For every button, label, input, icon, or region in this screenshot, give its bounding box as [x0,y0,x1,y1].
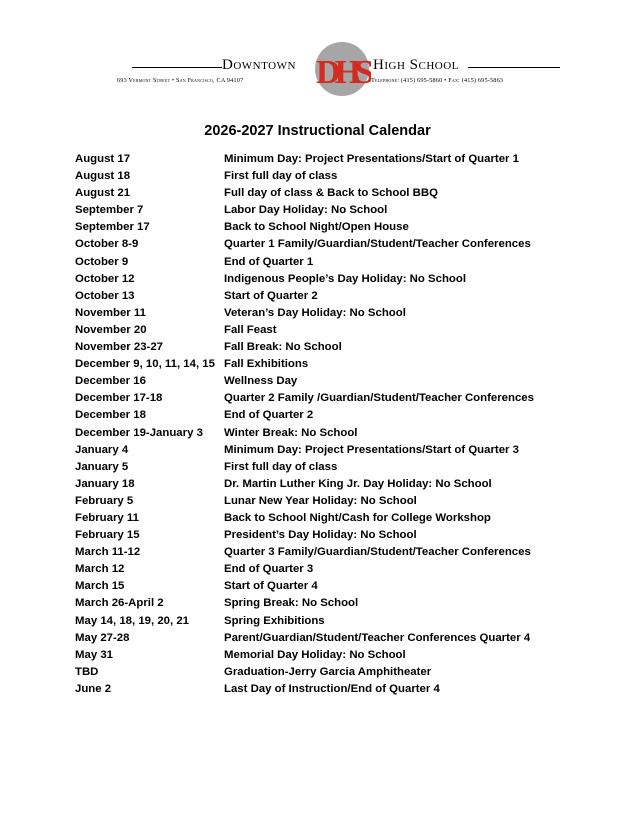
event-date: August 17 [75,153,131,165]
calendar-event-row [75,392,595,409]
calendar-event-row [75,512,595,529]
event-description: Fall Break: No School [224,341,342,354]
school-logo [313,38,371,96]
calendar-event-row [75,529,595,546]
calendar-event-row [75,597,595,614]
calendar-event-list [75,153,595,700]
letterhead-rule-left [132,67,222,68]
calendar-event-row [75,170,595,187]
event-date: November 11 [75,306,146,319]
event-date: May 27-28 [75,631,130,644]
school-contact: Telephone: (415) 695-5860 • Fax: (415) 695-5863 [371,77,504,84]
calendar-event-row [75,546,595,563]
event-description: Graduation-Jerry Garcia Amphitheater [224,665,432,678]
school-name-right: High School [373,57,459,73]
calendar-event-row [75,409,595,426]
event-description: Memorial Day Holiday: No School [224,648,406,661]
event-description: Dr. Martin Luther King Jr. Day Holiday: No School [224,477,492,490]
calendar-event-row [75,221,595,238]
event-date: May 31 [75,648,113,661]
event-description: Fall Feast [224,323,277,336]
event-date: October 13 [75,289,135,302]
event-description: Start of Quarter 2 [224,289,318,302]
event-date: August 18 [75,170,131,183]
event-date: May 14, 18, 19, 20, 21 [75,614,189,627]
event-date: March 12 [75,563,125,576]
calendar-event-row [75,461,595,478]
event-date: March 15 [75,580,125,593]
event-date: November 20 [75,323,147,336]
event-description: Indigenous People’s Day Holiday: No School [224,272,466,285]
calendar-event-row [75,649,595,666]
event-date: March 26-April 2 [75,597,164,610]
event-date: January 18 [75,477,135,490]
event-description: Minimum Day: Project Presentations/Start of Quarter 1 [224,153,519,165]
calendar-event-row [75,358,595,375]
calendar-event-row [75,273,595,290]
event-description: Labor Day Holiday: No School [224,204,388,217]
event-description: Spring Break: No School [224,597,359,610]
event-description: Minimum Day: Project Presentations/Start of Quarter 3 [224,443,519,456]
event-date: October 8-9 [75,238,139,251]
calendar-event-row [75,187,595,204]
event-description: End of Quarter 3 [224,563,314,576]
event-date: January 4 [75,443,129,456]
calendar-event-row [75,683,595,700]
event-description: First full day of class [224,170,338,183]
event-date: August 21 [75,187,131,200]
event-date: October 12 [75,272,135,285]
event-date: TBD [75,665,99,678]
calendar-event-row [75,615,595,632]
event-date: December 17-18 [75,392,163,405]
event-description: Last Day of Instruction/End of Quarter 4 [224,682,440,695]
calendar-event-row [75,204,595,221]
calendar-event-row [75,341,595,358]
event-description: President’s Day Holiday: No School [224,529,417,542]
event-date: March 11-12 [75,546,141,559]
calendar-event-row [75,238,595,255]
event-date: January 5 [75,460,129,473]
event-date: November 23-27 [75,341,164,354]
calendar-event-row [75,632,595,649]
calendar-event-row [75,153,595,170]
event-date: June 2 [75,682,112,695]
calendar-event-row [75,444,595,461]
letterhead-rule-right [468,67,560,68]
event-description: First full day of class [224,460,338,473]
event-date: February 11 [75,511,139,524]
calendar-event-row [75,290,595,307]
calendar-event-row [75,375,595,392]
page-title: 2026-2027 Instructional Calendar [204,123,431,139]
event-description: Back to School Night/Cash for College Workshop [224,511,491,524]
calendar-event-row [75,307,595,324]
event-description: Wellness Day [224,375,298,388]
event-description: Winter Break: No School [224,426,358,439]
event-description: Start of Quarter 4 [224,580,318,593]
calendar-event-row [75,495,595,512]
event-date: December 9, 10, 11, 14, 15 [75,358,215,371]
letterhead [0,38,635,102]
event-description: Lunar New Year Holiday: No School [224,494,417,507]
event-description: Quarter 2 Family /Guardian/Student/Teacher Conferences [224,392,534,405]
event-description: End of Quarter 1 [224,255,314,268]
school-address: 693 Vermont Street • San Francisco, CA 94107 [117,77,244,84]
event-description: Back to School Night/Open House [224,221,409,234]
event-date: December 16 [75,375,146,388]
event-date: December 19-January 3 [75,426,203,439]
event-date: February 5 [75,494,134,507]
event-date: September 7 [75,204,144,217]
calendar-event-row [75,666,595,683]
event-date: October 9 [75,255,129,268]
calendar-event-row [75,427,595,444]
calendar-event-row [75,580,595,597]
event-description: Quarter 3 Family/Guardian/Student/Teacher Conferences [224,546,531,559]
calendar-event-row [75,324,595,341]
event-description: Fall Exhibitions [224,358,309,371]
calendar-event-row [75,478,595,495]
event-date: December 18 [75,409,146,422]
event-date: February 15 [75,529,140,542]
calendar-event-row [75,563,595,580]
event-description: Quarter 1 Family/Guardian/Student/Teacher Conferences [224,238,531,251]
logo-letters: DHS [316,54,368,91]
event-date: September 17 [75,221,150,234]
event-description: Veteran’s Day Holiday: No School [224,306,406,319]
event-description: Spring Exhibitions [224,614,325,627]
event-description: End of Quarter 2 [224,409,314,422]
school-name-left: Downtown [222,57,296,73]
event-description: Parent/Guardian/Student/Teacher Conferences Quarter 4 [224,631,531,644]
event-description: Full day of class & Back to School BBQ [224,187,438,200]
calendar-event-row [75,256,595,273]
